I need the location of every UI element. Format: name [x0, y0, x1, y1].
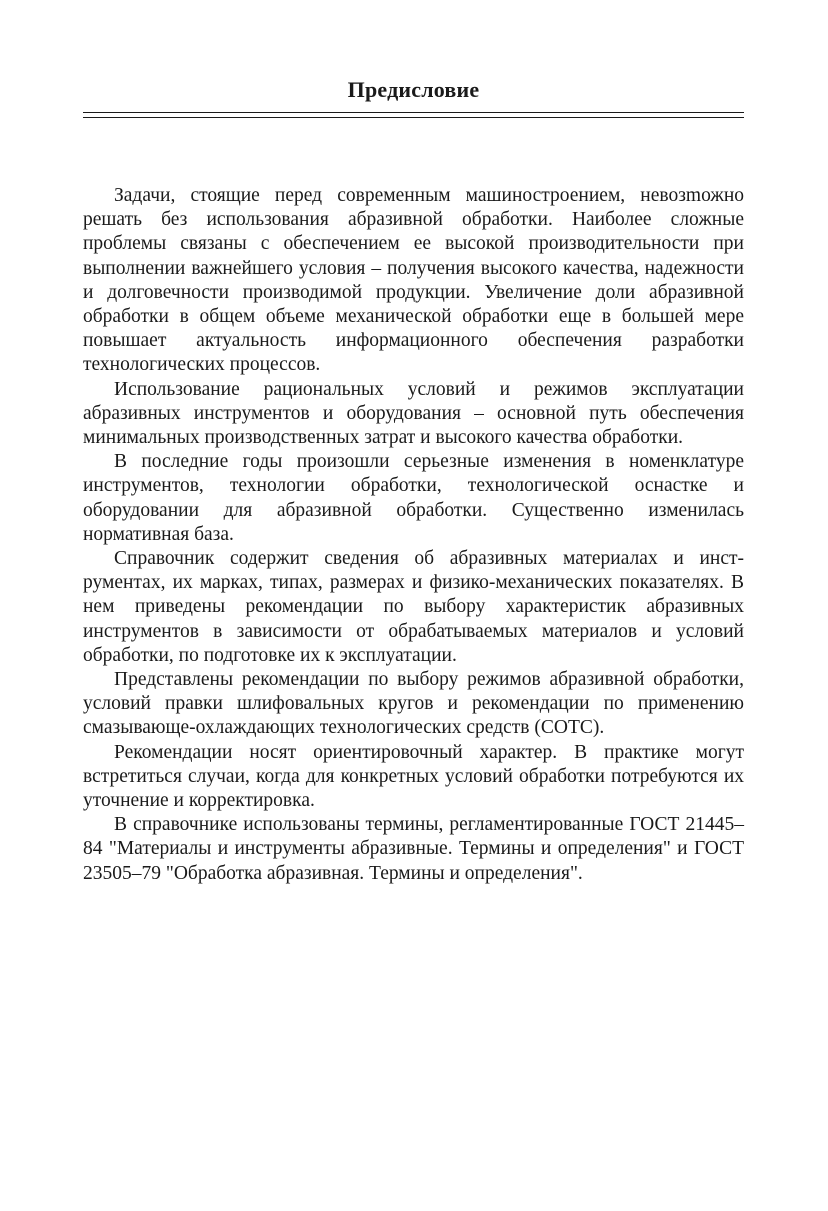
paragraph: Использование рациональных условий и режимов эксплуатации абразивных инструментов и оборудования – основной путь обеспечения минимальных производственных затрат и высокого качества обработки.	[83, 378, 744, 449]
title-divider-top	[83, 112, 744, 113]
paragraph: В справочнике использованы термины, регламентированные ГОСТ 21445–84 "Материалы и инструменты абразивные. Термины и определения" и ГОСТ 23505–79 "Обработка абразивная. Термины и определения".	[83, 814, 744, 884]
paragraph: В последние годы произошли серьезные изменения в номенклатуре инструментов, технологии обработки, технологической оснастке и оборудовании для абразивной обработки. Существенно изменилась нормативная база.	[83, 451, 744, 545]
paragraph: Представлены рекомендации по выбору режимов абразивной обработки, условий правки шлифовальных кругов и рекомендации по применению смазывающе-охлаждающих технологических средств (СОТС).	[83, 669, 744, 739]
paragraph: Рекомендации носят ориентировочный характер. В практике могут встретиться случаи, когда для конкретных условий обработки потребуются их уточнение и корректировка.	[83, 741, 744, 812]
paragraph: Задачи, стоящие перед современным машиностроением, невозmожно решать без использования абразивной обработки. Наиболее сложные проблемы связаны с обеспечением ее высокой производительности при выполнении важнейшего условия – получения высокого качества, надежности и долговечности производимой продукции. Увеличение доли абразивной обработки в общем объеме механической обработки еще в большей мере повышает актуальность информационного обеспечения разработки технологических процессов.	[83, 185, 744, 376]
paragraph: Справочник содержит сведения об абразивных материалах и инструментах, их марках, типах, размерах и физико-механических показателях. В нем приведены рекомендации по выбору характеристик абразивных инструментов в зависимости от обрабатываемых материалов и условий обработки, по подготовке их к эксплуатации.	[83, 548, 744, 666]
preface-body	[83, 184, 744, 886]
page-title: Предисловие	[347, 77, 480, 102]
title-divider-bottom	[83, 117, 744, 118]
